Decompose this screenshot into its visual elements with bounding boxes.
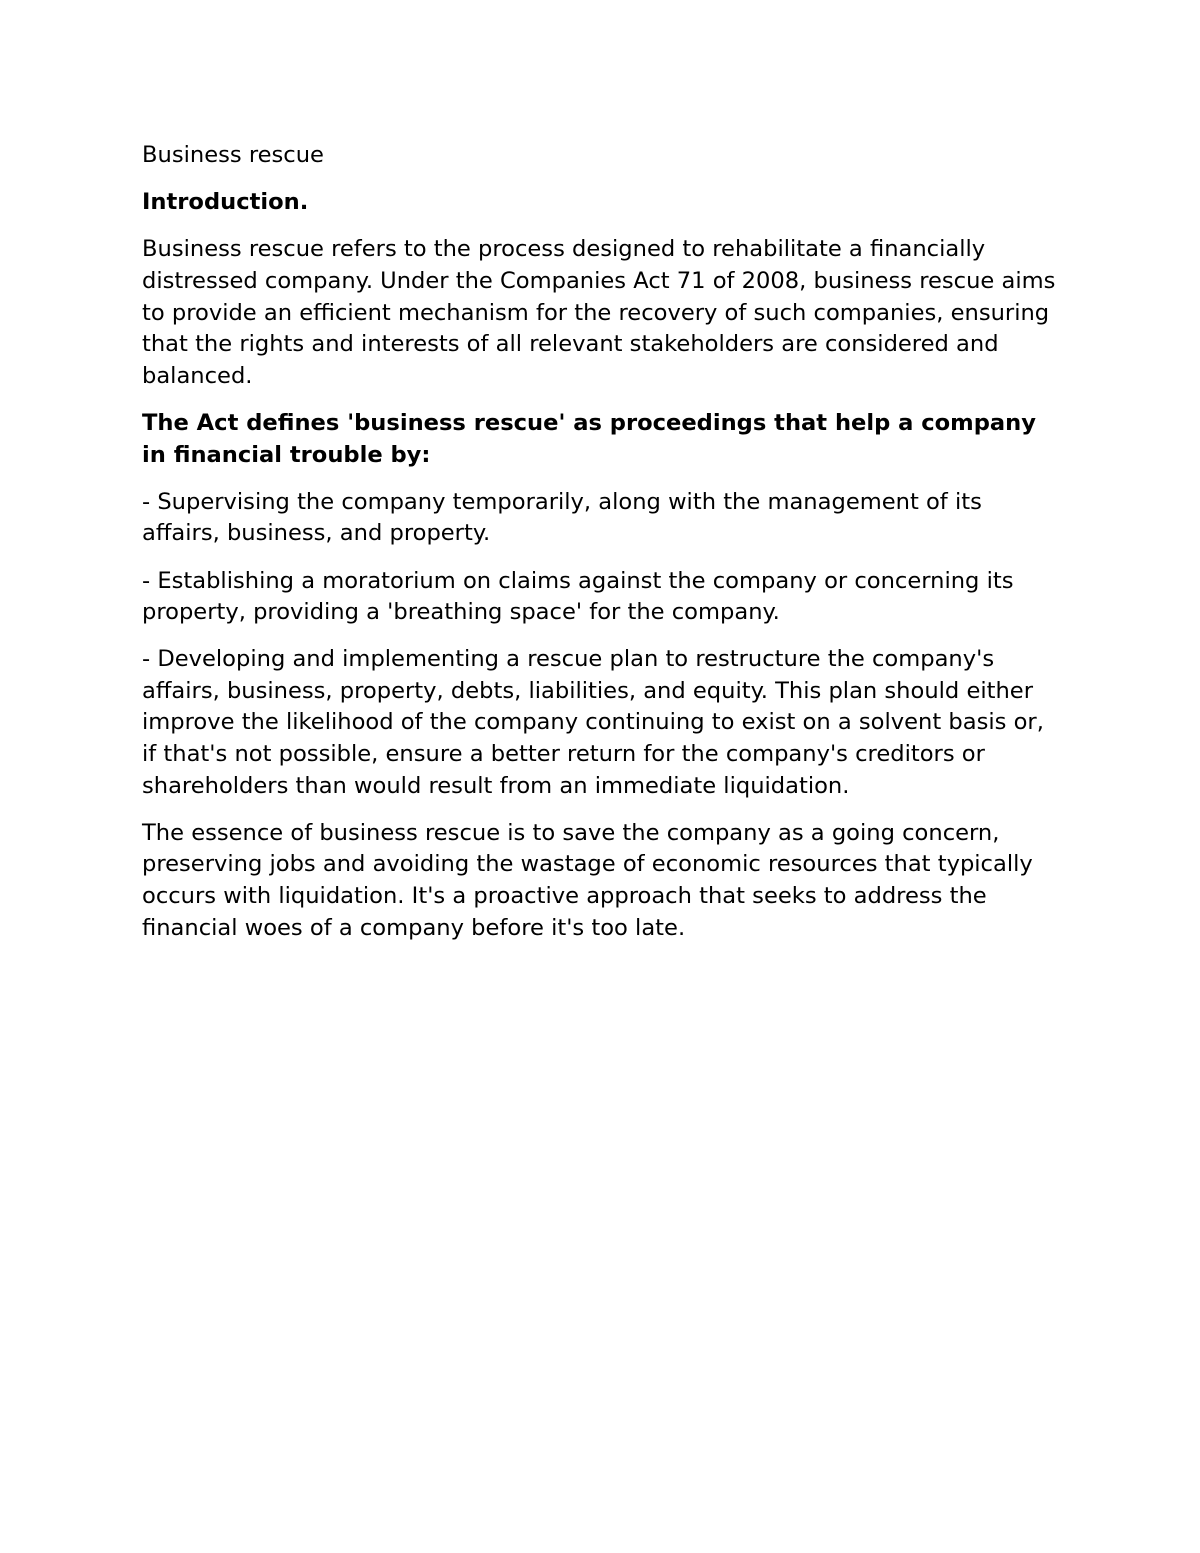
definition-heading: The Act defines 'business rescue' as proceedings that help a company in financial trouble by: [142, 409, 1036, 468]
intro-paragraph: Business rescue refers to the process designed to rehabilitate a financially distressed company. Under the Companies Act 71 of 2008, business rescue aims to provide an efficient mechanism for the recovery of such companies, ensuring that the rights and interests of all relevant stakeholders are considered and balanced. [142, 236, 1056, 389]
document-body [142, 140, 1062, 960]
point-rescue-plan: - Developing and implementing a rescue plan to restructure the company's affairs, business, property, debts, liabilities, and equity. This plan should either improve the likelihood of the company continuing to exist on a solvent basis or, if that's not possible, ensure a better return for the company's creditors or shareholders than would result from an immediate liquidation. [142, 646, 1044, 799]
intro-heading: Introduction. [142, 189, 309, 216]
document-title: Business rescue [142, 142, 324, 168]
closing-paragraph: The essence of business rescue is to save the company as a going concern, preserving jobs and avoiding the wastage of economic resources that typically occurs with liquidation. It's a proactive approach that seeks to address the financial woes of a company before it's too late. [142, 819, 1033, 941]
point-moratorium: - Establishing a moratorium on claims against the company or concerning its property, providing a 'breathing space' for the company. [142, 567, 1014, 626]
point-supervising: - Supervising the company temporarily, along with the management of its affairs, business, and property. [142, 488, 982, 547]
